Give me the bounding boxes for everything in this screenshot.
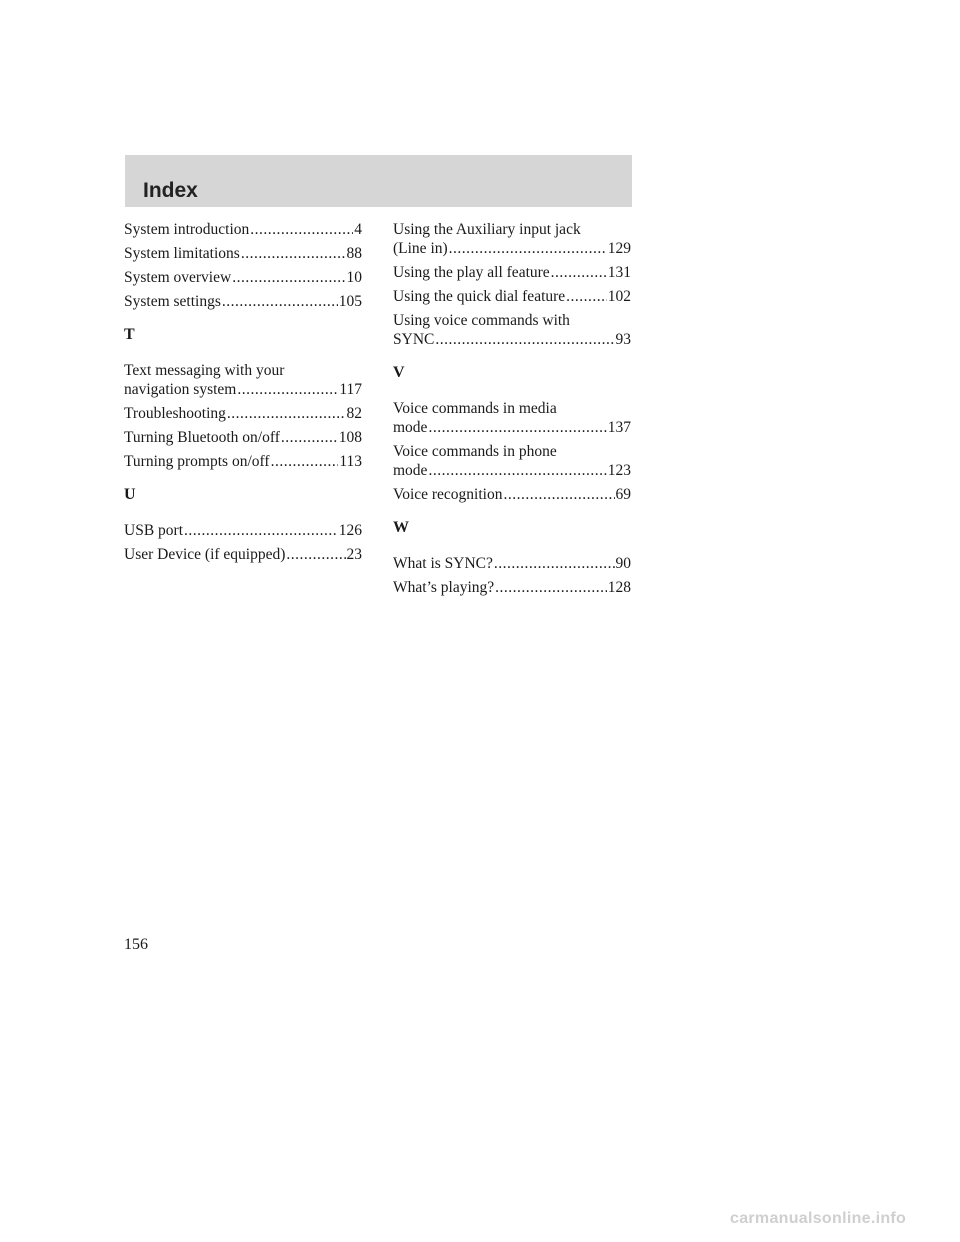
index-entry-label: Turning Bluetooth on/off: [124, 429, 280, 446]
dot-leader: [435, 330, 614, 349]
index-entry-label: Voice recognition: [393, 486, 503, 503]
index-entry-label: Using the quick dial feature: [393, 288, 566, 305]
watermark: carmanualsonline.info: [730, 1210, 907, 1227]
dot-leader: [241, 244, 346, 263]
page-number: 156: [124, 936, 148, 953]
index-entry-page: 88: [346, 245, 362, 262]
index-entry-label: System settings: [124, 293, 221, 310]
index-entry-page: 23: [346, 546, 362, 563]
index-entry-label: SYNC: [393, 331, 435, 348]
index-entry: [124, 244, 362, 263]
dot-leader: [494, 554, 615, 573]
index-entry-label: What is SYNC?: [393, 555, 493, 572]
dot-leader: [566, 287, 607, 306]
index-entry-page: 102: [607, 288, 631, 305]
dot-leader: [222, 292, 338, 311]
index-entry-label: What’s playing?: [393, 579, 495, 596]
index-entry-label: navigation system: [124, 381, 237, 398]
index-entry: [393, 311, 631, 349]
index-entry: [393, 287, 631, 306]
index-entry-page: 93: [615, 331, 631, 348]
index-entry-label: Using voice commands with: [393, 312, 570, 329]
section-header-band: [125, 155, 632, 207]
index-entry-label: mode: [393, 419, 428, 436]
index-entry: [124, 545, 362, 564]
index-entry-label: System limitations: [124, 245, 240, 262]
dot-leader: [503, 485, 614, 504]
index-entry-label: Using the play all feature: [393, 264, 550, 281]
index-entry-page: 137: [607, 419, 631, 436]
dot-leader: [271, 452, 339, 471]
dot-leader: [232, 268, 345, 287]
index-entry: [393, 399, 631, 437]
index-entry: [124, 268, 362, 287]
index-entry-label: Voice commands in phone: [393, 443, 557, 460]
index-column-right: [393, 220, 631, 602]
index-entry: [124, 220, 362, 239]
dot-leader: [551, 263, 607, 282]
dot-leader: [495, 578, 607, 597]
index-entry-label: mode: [393, 462, 428, 479]
index-entry-label: (Line in): [393, 240, 448, 257]
dot-leader: [281, 428, 338, 447]
dot-leader: [428, 461, 606, 480]
index-entry-label: USB port: [124, 522, 183, 539]
index-entry-label: Using the Auxiliary input jack: [393, 221, 581, 238]
index-entry: [124, 428, 362, 447]
index-entry-label: Troubleshooting: [124, 405, 226, 422]
index-entry-page: 129: [607, 240, 631, 257]
dot-leader: [286, 545, 345, 564]
index-entry-page: 105: [338, 293, 362, 310]
dot-leader: [428, 418, 606, 437]
index-entry-page: 117: [339, 381, 362, 398]
dot-leader: [250, 220, 353, 239]
dot-leader: [227, 404, 346, 423]
index-entry-page: 123: [607, 462, 631, 479]
index-section-letter: W: [393, 519, 409, 536]
index-entry-label: User Device (if equipped): [124, 546, 286, 563]
index-entry-label: Voice commands in media: [393, 400, 557, 417]
dot-leader: [184, 521, 338, 540]
dot-leader: [449, 239, 607, 258]
index-entry: [124, 361, 362, 399]
index-entry: [124, 521, 362, 540]
index-entry: [393, 554, 631, 573]
index-entry-label: Turning prompts on/off: [124, 453, 270, 470]
index-entry-page: 131: [607, 264, 631, 281]
index-entry-label: Text messaging with your: [124, 362, 285, 379]
index-entry-page: 82: [346, 405, 362, 422]
index-entry: [393, 263, 631, 282]
index-entry-page: 108: [338, 429, 362, 446]
index-entry-label: System introduction: [124, 221, 250, 238]
dot-leader: [237, 380, 338, 399]
index-entry-page: 90: [615, 555, 631, 572]
index-section-letter: U: [124, 486, 136, 503]
index-entry: [124, 404, 362, 423]
index-entry: [124, 292, 362, 311]
index-entry: [124, 452, 362, 471]
index-section-letter: T: [124, 326, 135, 343]
index-entry-page: 69: [615, 486, 631, 503]
index-entry-page: 10: [346, 269, 362, 286]
index-entry-page: 4: [354, 221, 362, 238]
index-entry: [393, 578, 631, 597]
index-entry-page: 128: [607, 579, 631, 596]
index-entry-label: System overview: [124, 269, 232, 286]
index-section-letter: V: [393, 364, 405, 381]
index-column-left: [124, 220, 362, 569]
index-entry-page: 126: [338, 522, 362, 539]
index-entry: [393, 220, 631, 258]
index-entry: [393, 442, 631, 480]
page-title: Index: [143, 179, 198, 202]
index-entry: [393, 485, 631, 504]
index-entry-page: 113: [339, 453, 362, 470]
